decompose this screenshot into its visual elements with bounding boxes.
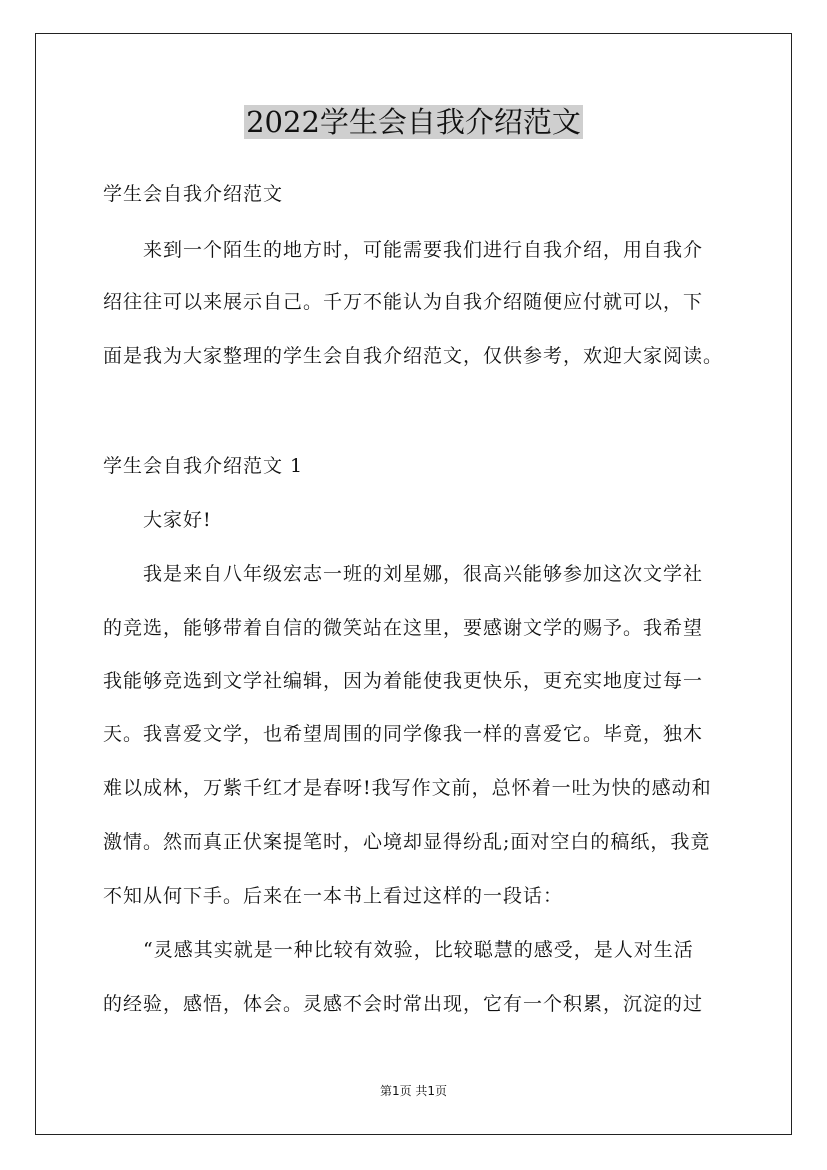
body-line-6: 激情。然而真正伏案提笔时，心境却显得纷乱;面对空白的稿纸，我竟 xyxy=(103,831,711,853)
body-line-7: 不知从何下手。后来在一本书上看过这样的一段话： xyxy=(103,885,564,907)
section-heading: 学生会自我介绍范文 1 xyxy=(103,455,304,477)
intro-line-2: 绍往往可以来展示自己。千万不能认为自我介绍随便应付就可以，下 xyxy=(103,291,704,313)
quote-line-1: “灵感其实就是一种比较有效验，比较聪慧的感受，是人对生活 xyxy=(143,939,694,961)
body-line-5: 难以成林，万紫千红才是春呀!我写作文前，总怀着一吐为快的感动和 xyxy=(103,777,712,799)
document-title-text: 2022学生会自我介绍范文 xyxy=(246,105,581,139)
body-line-4: 天。我喜爱文学，也希望周围的同学像我一样的喜爱它。毕竟，独木 xyxy=(103,723,704,745)
quote-line-2: 的经验，感悟，体会。灵感不会时常出现，它有一个积累，沉淀的过 xyxy=(103,993,704,1015)
intro-line-3: 面是我为大家整理的学生会自我介绍范文，仅供参考，欢迎大家阅读。 xyxy=(103,345,724,367)
intro-line-1: 来到一个陌生的地方时，可能需要我们进行自我介绍，用自我介 xyxy=(143,239,704,261)
document-title xyxy=(0,100,827,144)
body-line-1: 我是来自八年级宏志一班的刘星娜，很高兴能够参加这次文学社 xyxy=(143,563,704,585)
page-footer: 第1页 共1页 xyxy=(379,1084,448,1098)
body-line-3: 我能够竞选到文学社编辑，因为着能使我更快乐，更充实地度过每一 xyxy=(103,670,704,692)
body-line-2: 的竞选，能够带着自信的微笑站在这里，要感谢文学的赐予。我希望 xyxy=(103,617,704,639)
greeting: 大家好! xyxy=(143,509,212,531)
subtitle: 学生会自我介绍范文 xyxy=(103,183,284,205)
